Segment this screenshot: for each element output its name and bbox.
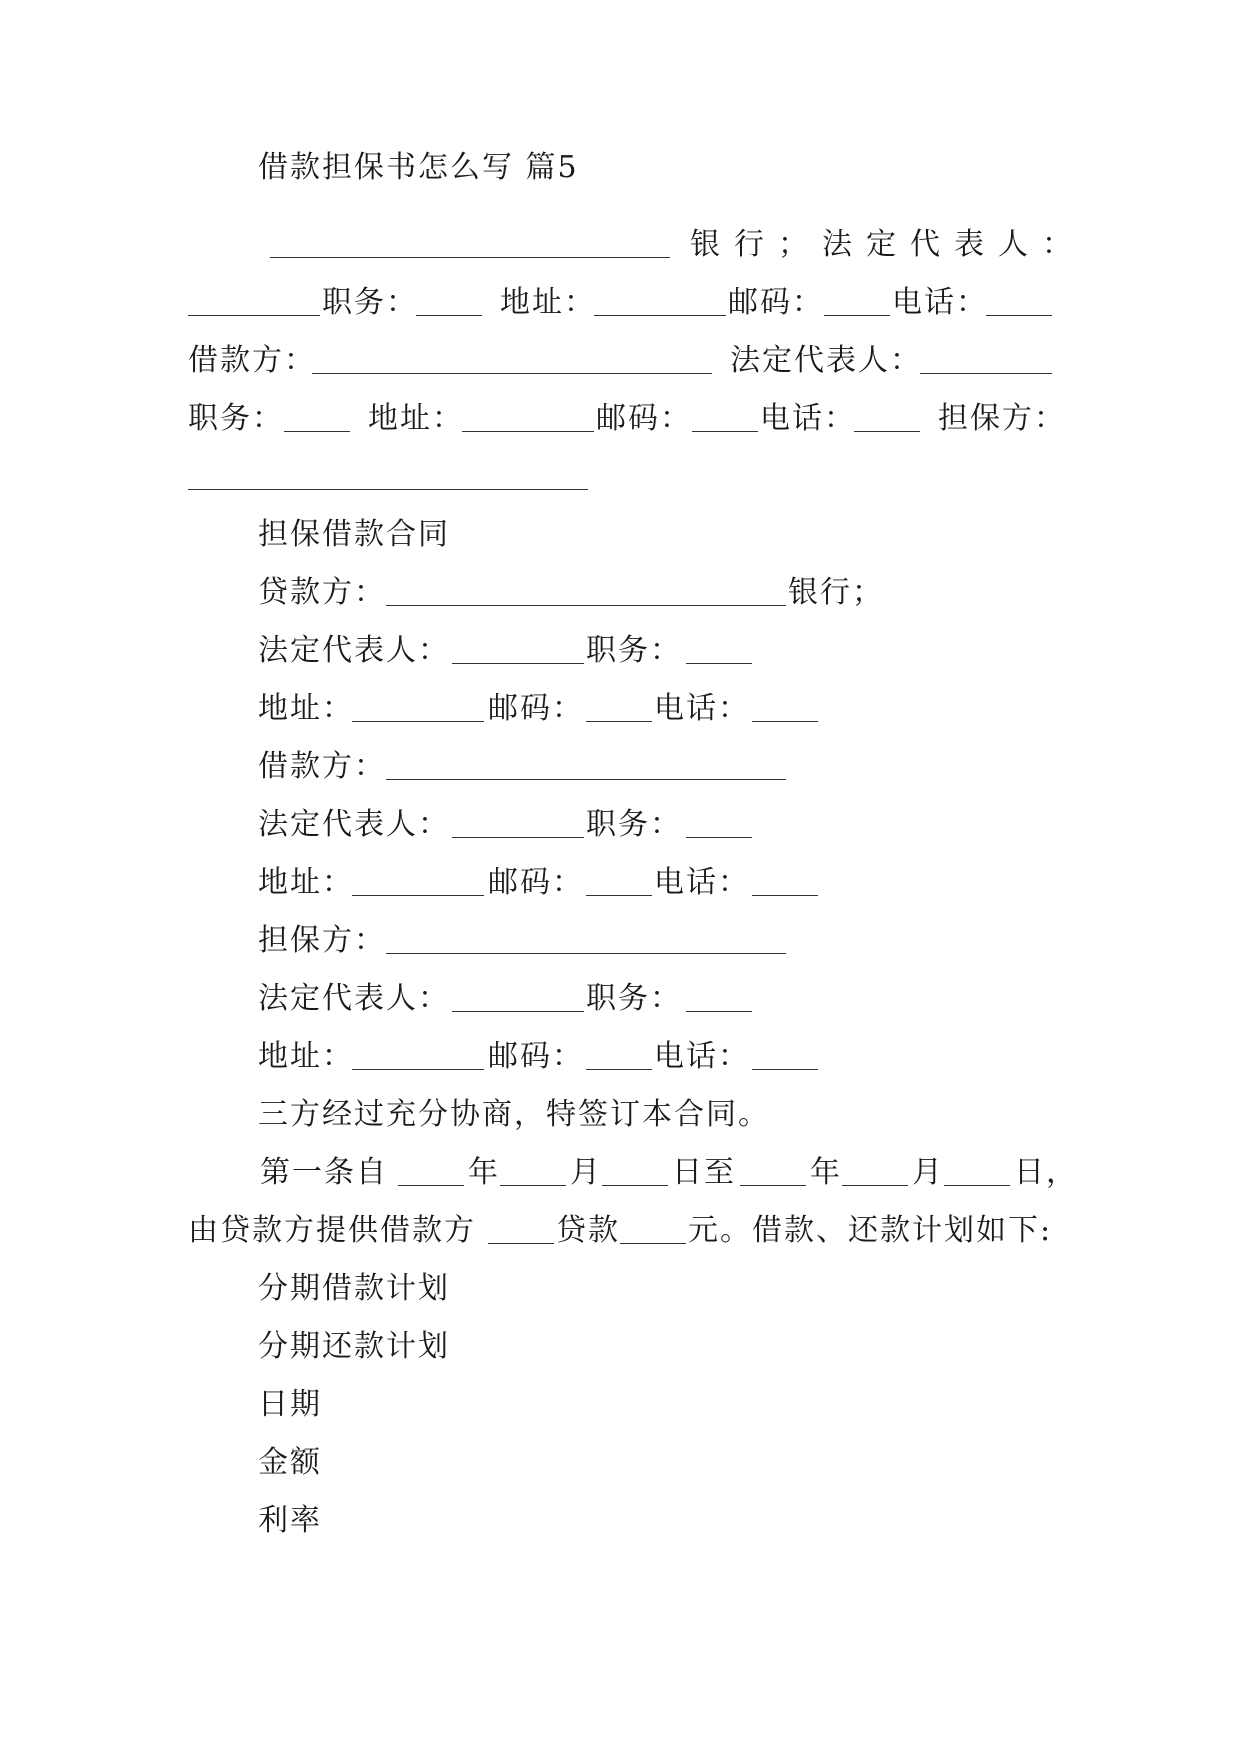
article1-provide: 由贷款方提供借款方 [188,1213,476,1248]
borrower-zip-label: 邮码： [488,865,584,900]
borrower-rep-label: 法定代表人： [258,807,450,842]
article1-start: 第一条自 [260,1155,388,1190]
blank-line [386,605,786,606]
article1-month2: 月 [912,1155,944,1190]
intro-borrower-rep-label: 法定代表人： [730,343,922,378]
article1-loan: 贷款 [556,1213,620,1248]
item-amount: 金额 [258,1445,322,1480]
guarantor-address-label: 地址： [258,1039,354,1074]
blank-line [462,431,594,432]
blank-line [452,1011,584,1012]
lender-post-label: 职务： [586,633,682,668]
blank-line [854,431,920,432]
intro-borrower-zip-label: 邮码： [596,401,692,436]
article1-day1: 日至 [672,1155,736,1190]
borrower-address-label: 地址： [258,865,354,900]
blank-line [752,1069,818,1070]
blank-line [986,315,1052,316]
blank-line [686,837,752,838]
blank-line [586,721,652,722]
guarantor-label: 担保方： [258,923,386,958]
blank-line [452,663,584,664]
blank-line [692,431,758,432]
intro-post-label: 职务： [322,285,418,320]
intro-bank-rep-label: 银行；法定代表人： [690,227,1086,262]
intro-guarantor-label: 担保方： [938,401,1066,436]
blank-line [686,663,752,664]
lender-zip-label: 邮码： [488,691,584,726]
blank-line [944,1185,1010,1186]
blank-line [352,1069,484,1070]
borrower-post-label: 职务： [586,807,682,842]
blank-line [740,1185,806,1186]
guarantor-tel-label: 电话： [654,1039,750,1074]
blank-line [920,373,1052,374]
lender-label: 贷款方： [258,575,386,610]
intro-address-label: 地址： [500,285,596,320]
blank-line [416,315,482,316]
item-date: 日期 [258,1387,322,1422]
lender-address-label: 地址： [258,691,354,726]
blank-line [352,721,484,722]
blank-line [686,1011,752,1012]
blank-line [602,1185,668,1186]
borrower-tel-label: 电话： [654,865,750,900]
agreement-text: 三方经过充分协商，特签订本合同。 [258,1097,770,1132]
intro-tel-label: 电话： [892,285,988,320]
blank-line [586,1069,652,1070]
blank-line [842,1185,908,1186]
document-title: 借款担保书怎么写 篇5 [258,150,579,185]
blank-line [284,431,350,432]
blank-line [386,953,786,954]
intro-borrower-label: 借款方： [188,343,316,378]
article1-year1: 年 [468,1155,500,1190]
guarantor-zip-label: 邮码： [488,1039,584,1074]
article1-year2: 年 [810,1155,842,1190]
contract-title: 担保借款合同 [258,517,450,552]
article1-month1: 月 [570,1155,602,1190]
item-interest-rate: 利率 [258,1503,322,1538]
blank-line [488,1243,554,1244]
blank-line [824,315,890,316]
article1-day2: 日， [1014,1155,1078,1190]
item-installment-loan-plan: 分期借款计划 [258,1271,450,1306]
intro-borrower-tel-label: 电话： [760,401,856,436]
blank-line [500,1185,566,1186]
intro-borrower-post-label: 职务： [188,401,284,436]
lender-tel-label: 电话： [654,691,750,726]
lender-rep-label: 法定代表人： [258,633,450,668]
blank-line [586,895,652,896]
blank-line [452,837,584,838]
blank-line [398,1185,464,1186]
intro-zip-label: 邮码： [728,285,824,320]
blank-line [752,721,818,722]
blank-line [594,315,726,316]
guarantor-post-label: 职务： [586,981,682,1016]
blank-line [620,1243,686,1244]
guarantor-rep-label: 法定代表人： [258,981,450,1016]
blank-line [188,489,588,490]
blank-line [188,315,320,316]
blank-line [386,779,786,780]
borrower-label: 借款方： [258,749,386,784]
blank-line [270,257,670,258]
blank-line [752,895,818,896]
item-installment-repayment-plan: 分期还款计划 [258,1329,450,1364]
lender-bank-suffix: 银行； [788,575,884,610]
blank-line [352,895,484,896]
article1-amount-plan: 元。借款、还款计划如下: [688,1213,1053,1248]
blank-line [312,373,712,374]
intro-borrower-address-label: 地址： [368,401,464,436]
